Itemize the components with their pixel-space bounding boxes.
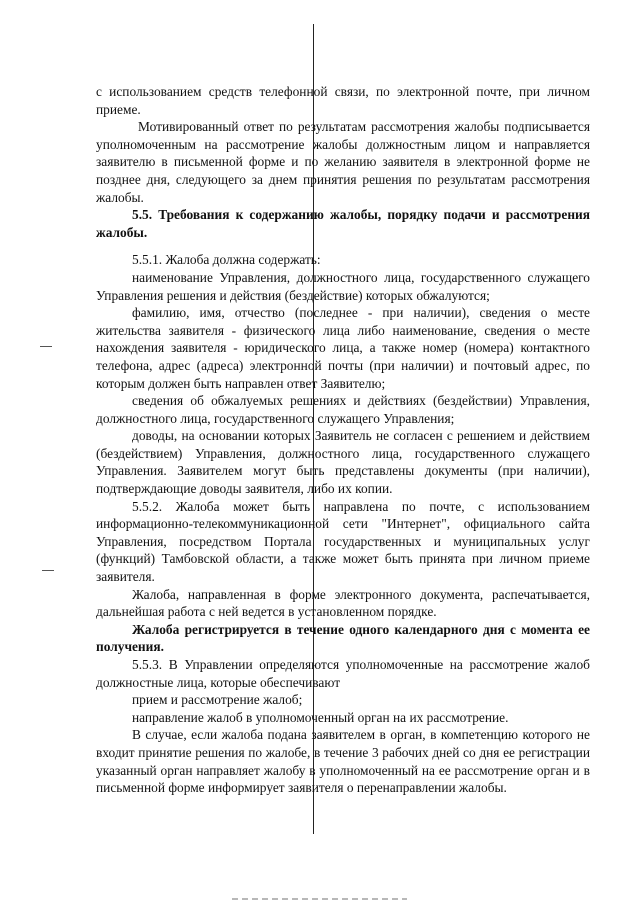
list-item-reception: прием и рассмотрение жалоб; <box>132 692 303 708</box>
paragraph-registration: Жалоба регистрируется в течение одного календарного дня с момента ее получения. <box>96 621 590 655</box>
section-heading-5-5: 5.5. Требования к содержанию жалобы, порядку подачи и рассмотрения жалобы. <box>96 207 590 240</box>
document-body <box>96 83 590 797</box>
list-item-name: наименование Управления, должностного лица, государственного служащего Управления решения и действия (бездействие) которых обжалуются; <box>96 269 590 303</box>
clause-5-5-3: 5.5.3. В Управлении определяются уполномоченные на рассмотрение жалоб должностные лица, которые обеспечивают <box>96 657 590 690</box>
spacer <box>96 241 590 251</box>
scan-artifact <box>232 898 407 900</box>
margin-mark <box>40 346 52 347</box>
paragraph-contact-methods: с использованием средств телефонной связи, по электронной почте, при личном приеме. <box>96 84 590 117</box>
paragraph-motivated-answer: Мотивированный ответ по результатам рассмотрения жалобы подписывается уполномоченным на рассмотрение жалобы должностным лицом и направляется заявителю в письменной форме и по желанию заявителя в электронной форме не позднее дня, следующего за днем принятия решения по результатам рассмотрения жалобы. <box>96 119 590 205</box>
list-item-appealed-decisions: сведения об обжалуемых решениях и действиях (бездействии) Управления, должностного лица, государственного служащего Управления; <box>96 393 590 426</box>
paragraph-redirect: В случае, если жалоба подана заявителем в орган, в компетенцию которого не входит принятие решения по жалобе, в течение 3 рабочих дней со дня ее регистрации указанный орган направляет жалобу в уполномоченный на ее рассмотрение орган и в письменной форме информирует заявителя о перенаправлении жалобы. <box>96 727 590 796</box>
clause-5-5-2: 5.5.2. Жалоба может быть направлена по почте, с использованием информационно-телекоммуникационной сети "Интернет", официального сайта Управления, посредством Портала государственных и муниципальных услуг (функций) Тамбовской области, а также может быть принята при личном приеме заявителя. <box>96 498 590 585</box>
list-item-forwarding: направление жалоб в уполномоченный орган на их рассмотрение. <box>132 709 509 725</box>
margin-mark <box>42 570 54 571</box>
list-item-applicant-info: фамилию, имя, отчество (последнее - при наличии), сведения о месте жительства заявителя - физического лица либо наименование, сведения о месте нахождения заявителя - юридического лица, а также номер (номера) контактного телефона, адрес (адреса) электронной почты (при наличии) и почтовый адрес, по которым должен быть направлен ответ Заявителю; <box>96 305 590 391</box>
list-item-arguments: доводы, на основании которых Заявитель не согласен с решением и действием (бездействием) Управления, должностного лица, государственного служащего Управления. Заявителем могут быть представлены документы (при наличии), подтверждающие доводы заявителя, либо их копии. <box>96 428 590 497</box>
paragraph-electronic-complaint: Жалоба, направленная в форме электронного документа, распечатывается, дальнейшая работа с ней ведется в установленном порядке. <box>96 586 590 620</box>
clause-5-5-1: 5.5.1. Жалоба должна содержать: <box>132 252 321 268</box>
